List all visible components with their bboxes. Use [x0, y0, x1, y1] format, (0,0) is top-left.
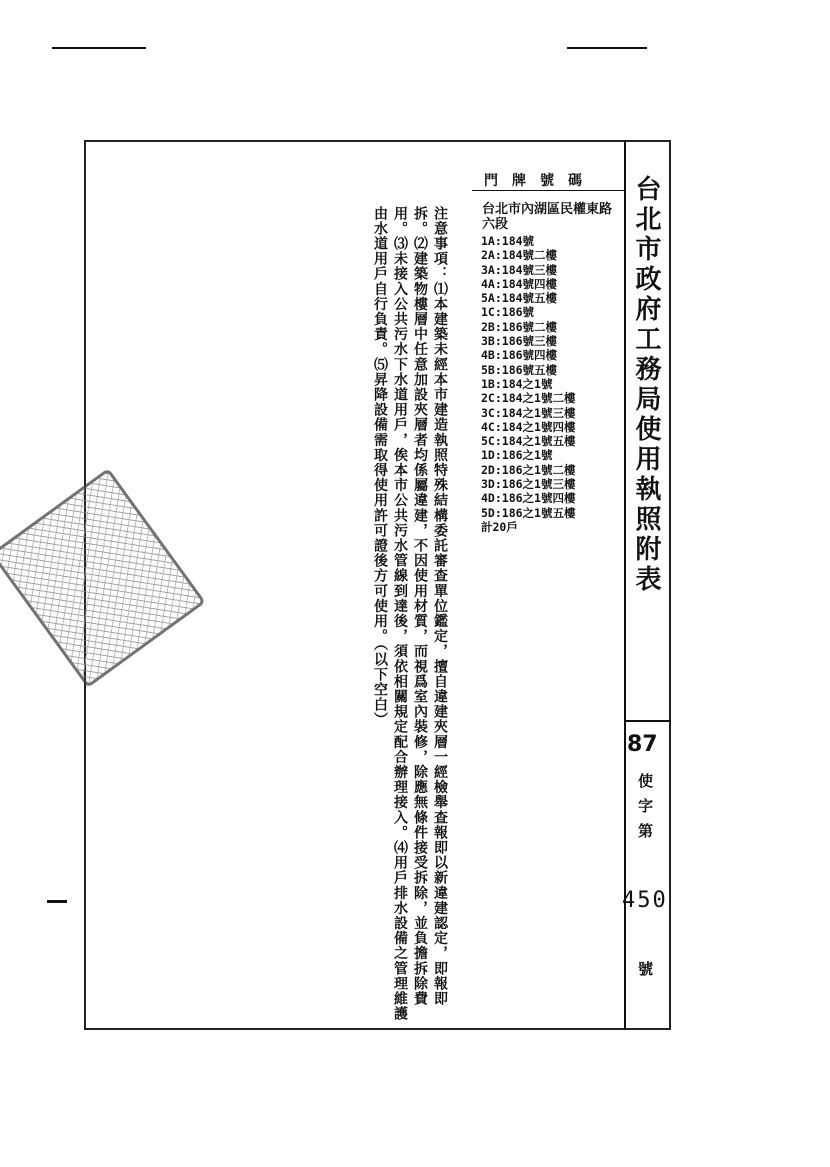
address-line: 5C:184之1號五樓 — [481, 434, 576, 449]
address-box-top-rule — [472, 190, 624, 191]
address-line: 4C:184之1號四樓 — [481, 419, 576, 434]
address-line: 2D:186之1號二樓 — [481, 462, 576, 477]
address-line: 4D:186之1號四樓 — [481, 491, 576, 506]
address-line: 1B:184之1號 — [481, 376, 553, 391]
permit-prefix-char: 使 — [638, 772, 654, 790]
address-header: 台北市內湖區民權東路六段 — [482, 202, 613, 232]
title-char: 門 — [484, 173, 498, 189]
title-char: 號 — [540, 173, 554, 189]
address-line: 2A:184號二樓 — [481, 248, 558, 263]
address-line: 2C:184之1號二樓 — [481, 391, 576, 406]
document-title: 台北市政府工務局使用執照附表 — [631, 175, 661, 595]
address-line: 1D:186之1號 — [481, 448, 553, 463]
permit-prefix-char: 字 — [638, 797, 654, 815]
address-line: 3A:184號三樓 — [481, 262, 558, 277]
address-line: 3B:186號三樓 — [481, 334, 558, 349]
address-line: 3C:184之1號三樓 — [481, 405, 576, 420]
scan-mark-top-right — [567, 47, 647, 49]
address-line: 3D:186之1號三樓 — [481, 477, 576, 492]
address-line: 5A:184號五樓 — [481, 291, 558, 306]
address-line: 5B:186號五樓 — [481, 362, 558, 377]
title-char: 牌 — [512, 173, 526, 189]
permit-prefix-char: 第 — [638, 822, 654, 840]
address-line: 1A:184號 — [481, 234, 535, 248]
address-line: 4A:184號四樓 — [481, 276, 558, 291]
permit-suffix: 號 — [638, 960, 654, 978]
address-line: 1C:186號 — [481, 305, 535, 320]
notes-text: 注意事項：⑴本建築未經本市建造執照特殊結構委託審查單位鑑定，擅自違建夾層一經檢舉查報即以新違建認定，即報即拆。⑵建築物樓層中任意加設夾層者均係屬違建，不因使用材質，而視爲室內裝修，除應無條件接受拆除，並負擔拆除費用。⑶未接入公共污水下水道用戶，俟本市公共污水管線到達後，須依相關規定配合辦理接入。⑷用戶排水設備之管理維護由水道用戶自行負責。⑸昇降設備需取得使用許可證後方可使用。（以下空白） — [372, 206, 448, 1022]
address-line: 4B:186號四樓 — [481, 348, 558, 363]
permit-number: 450 — [622, 888, 668, 913]
address-line: 5D:186之1號五樓 — [481, 505, 576, 520]
title-char: 碼 — [568, 173, 582, 189]
title-column-split — [624, 720, 671, 722]
address-list — [481, 234, 575, 534]
scan-mark-left — [47, 900, 67, 903]
address-section-title — [484, 170, 596, 190]
scan-mark-top — [52, 47, 146, 49]
permit-year: 87 — [627, 732, 658, 757]
address-total: 計20戶 — [481, 519, 518, 534]
address-line: 2B:186號二樓 — [481, 319, 558, 334]
